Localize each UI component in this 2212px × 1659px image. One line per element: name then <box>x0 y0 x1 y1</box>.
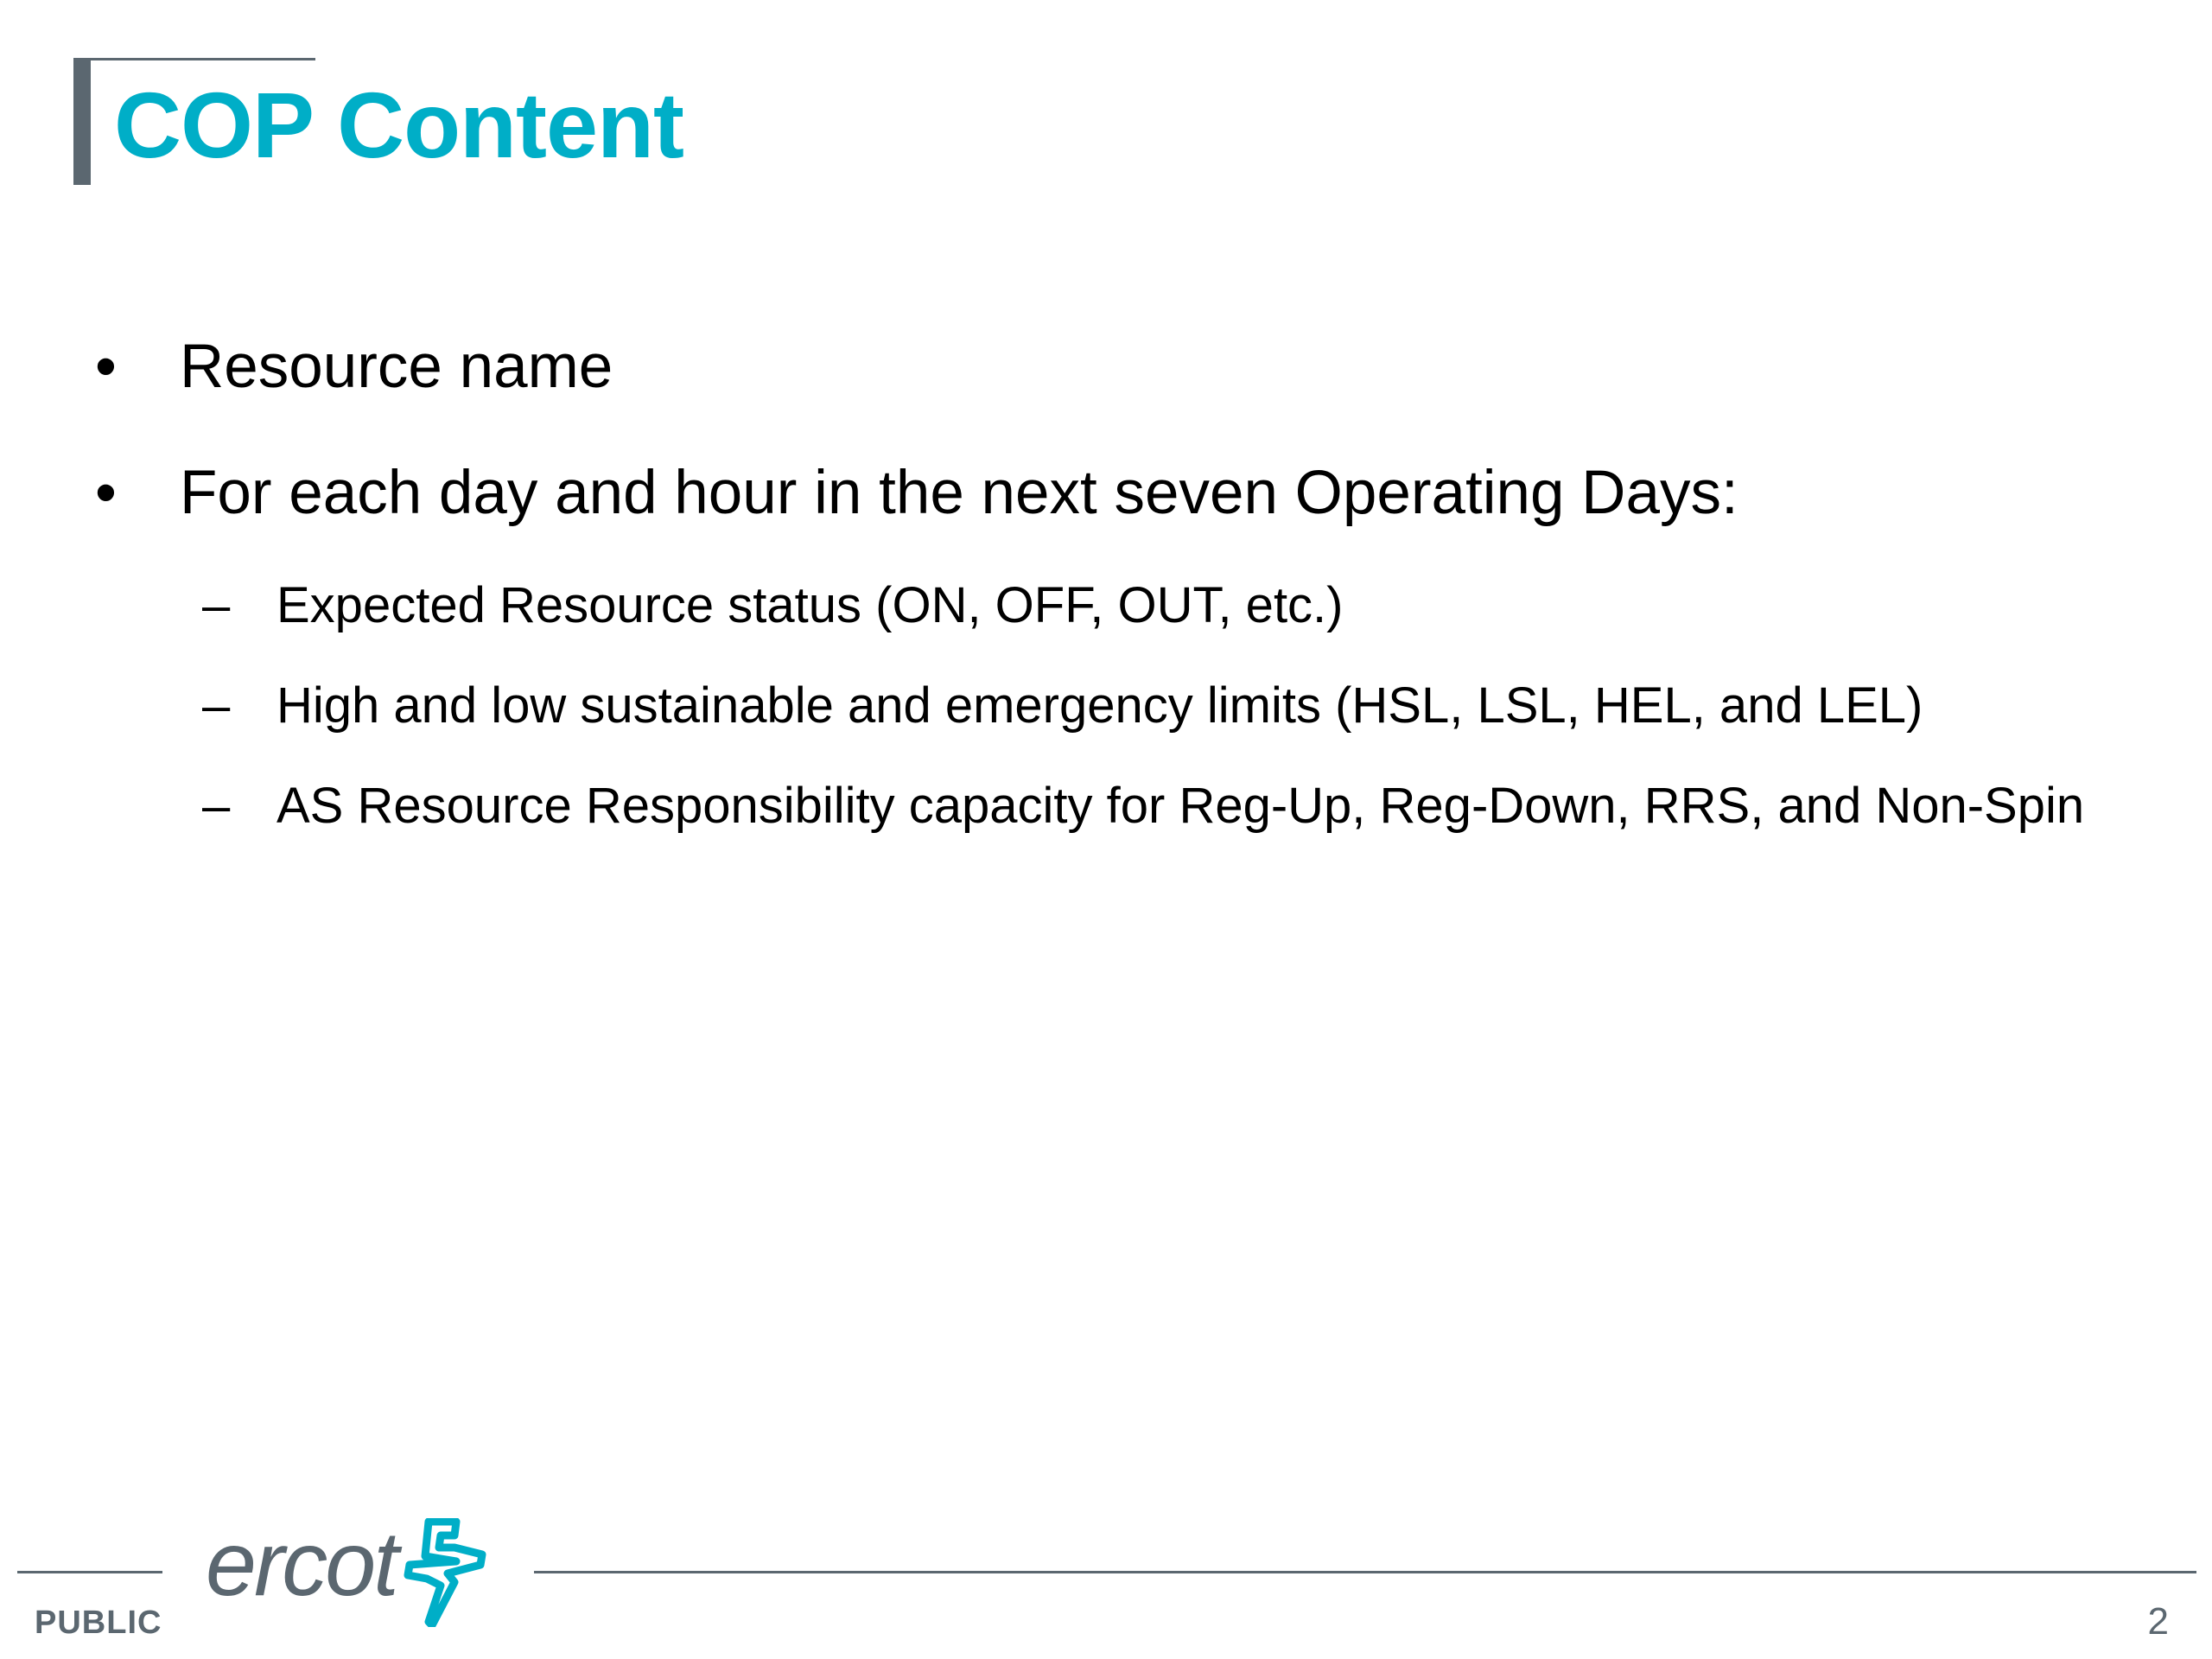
sub-bullet-marker: – <box>202 778 231 834</box>
sub-bullet-text: AS Resource Responsibility capacity for Reg-Up, Reg-Down, RRS, and Non-Spin <box>276 778 2085 834</box>
bullet-marker: • <box>95 459 117 527</box>
slide-title: COP Content <box>114 73 683 177</box>
sub-bullet-item <box>202 674 1923 738</box>
sub-bullet-item <box>202 574 1343 638</box>
bullet-text: For each day and hour in the next seven Operating Days: <box>180 459 1738 527</box>
bullet-item <box>95 454 1738 532</box>
title-bracket-side <box>73 58 91 185</box>
page-number: 2 <box>2147 1600 2169 1643</box>
bullet-text: Resource name <box>180 333 613 401</box>
sub-bullet-marker: – <box>202 677 231 734</box>
bullet-marker: • <box>95 333 117 401</box>
footer-divider-right <box>534 1571 2196 1573</box>
bullet-item <box>95 328 613 406</box>
footer-divider-left <box>17 1571 162 1573</box>
sub-bullet-text: Expected Resource status (ON, OFF, OUT, etc.) <box>276 577 1344 633</box>
sub-bullet-text: High and low sustainable and emergency limits (HSL, LSL, HEL, and LEL) <box>276 677 1923 734</box>
ercot-logo <box>206 1513 499 1629</box>
sub-bullet-item <box>202 774 2084 838</box>
title-bracket-top <box>73 58 315 60</box>
classification-label: PUBLIC <box>35 1605 162 1641</box>
sub-bullet-marker: – <box>202 577 231 633</box>
lightning-texas-icon <box>403 1518 489 1627</box>
logo-wordmark: ercot <box>206 1513 397 1615</box>
